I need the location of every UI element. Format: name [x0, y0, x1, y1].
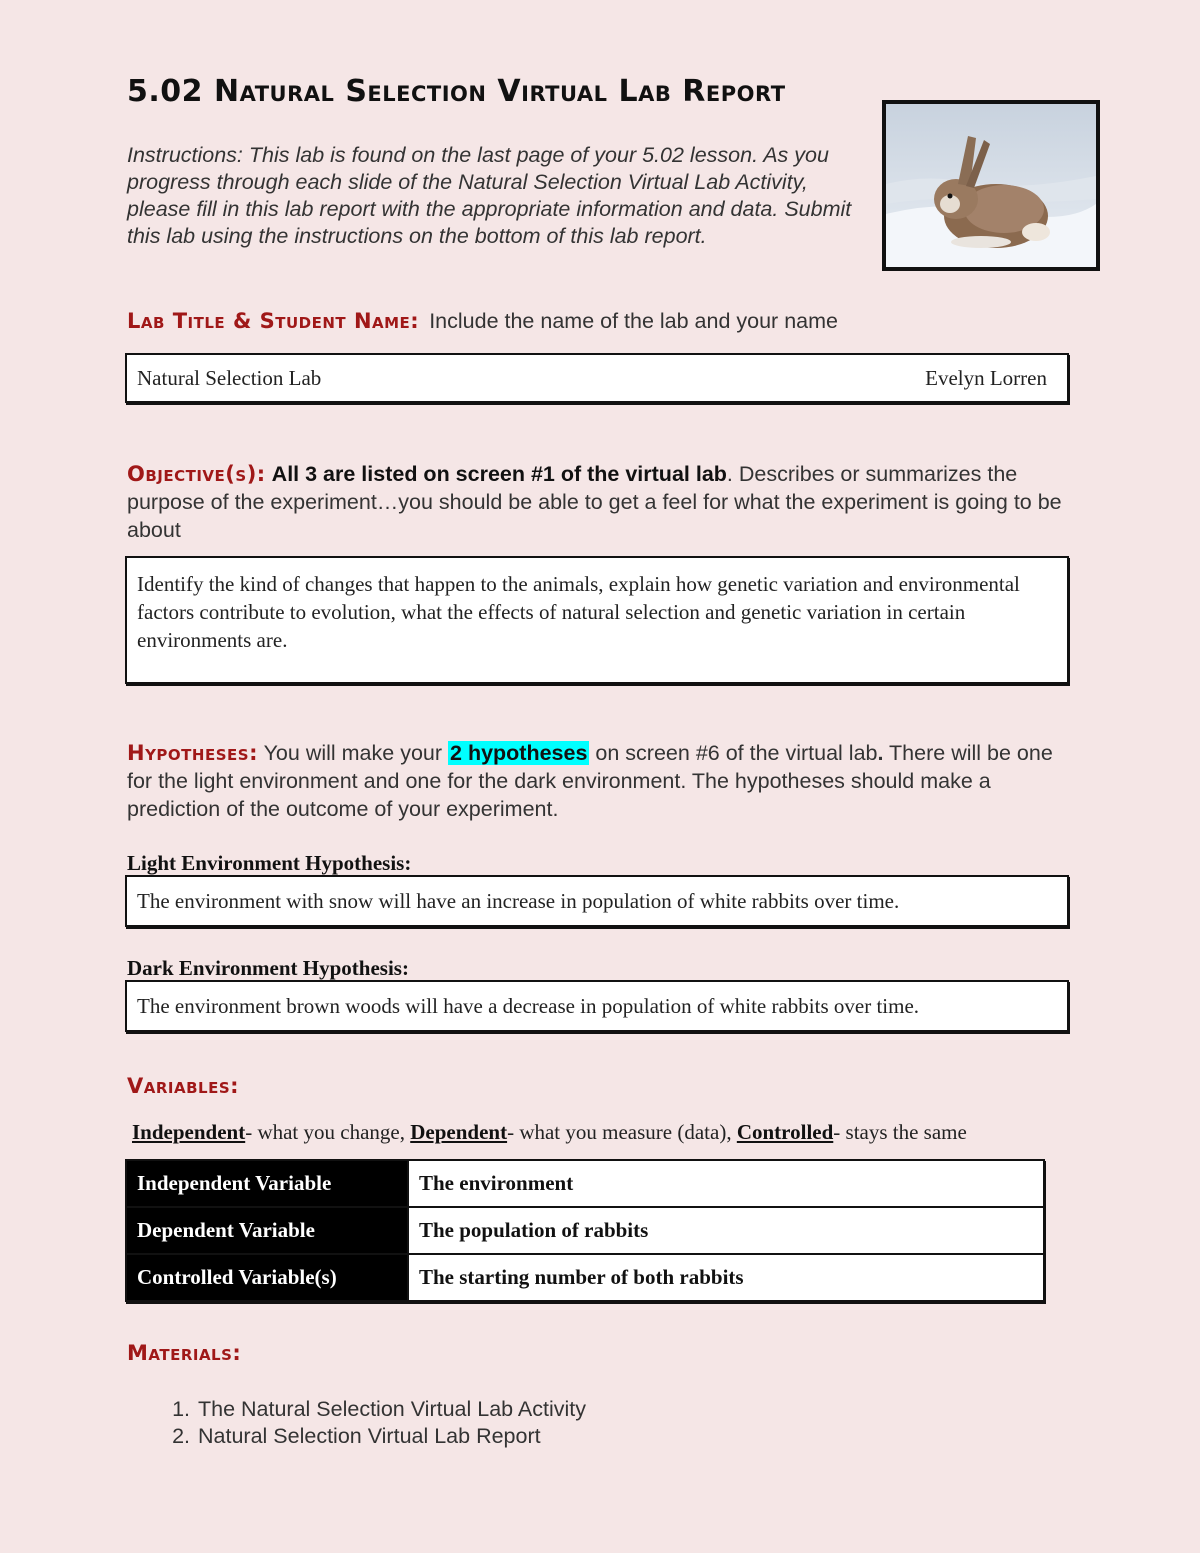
objectives-bold-note: All 3 are listed on screen #1 of the virtual lab	[271, 462, 727, 486]
lab-name-value: Natural Selection Lab	[137, 365, 322, 390]
student-name-value: Evelyn Lorren	[925, 365, 1047, 390]
objectives-note: . Describes or summarizes the purpose of the experiment…you should be able to get a feel for what the experiment is going to be about	[127, 462, 1062, 542]
independent-variable-value[interactable]: The environment	[408, 1160, 1044, 1207]
controlled-variable-label: Controlled Variable(s)	[126, 1254, 408, 1301]
dark-hypothesis-field[interactable]: The environment brown woods will have a decrease in population of white rabbits over time.	[125, 980, 1069, 1032]
controlled-variable-value[interactable]: The starting number of both rabbits	[408, 1254, 1044, 1301]
hypotheses-note-dot: .	[877, 741, 884, 765]
table-row	[126, 1254, 1044, 1301]
objectives-heading: Objective(s):	[127, 462, 266, 486]
materials-list	[140, 1396, 586, 1450]
lab-title-note: Include the name of the lab and your name	[429, 309, 838, 333]
controlled-term: Controlled	[736, 1120, 834, 1144]
variables-table	[125, 1159, 1045, 1302]
independent-desc: - what you change,	[245, 1120, 405, 1144]
rabbit-photo	[882, 100, 1100, 271]
list-item: 1. The Natural Selection Virtual Lab Activity	[196, 1396, 586, 1423]
dark-hypothesis-label: Dark Environment Hypothesis:	[127, 956, 409, 980]
light-hypothesis-label: Light Environment Hypothesis:	[127, 851, 412, 875]
table-row	[126, 1160, 1044, 1207]
materials-heading-line	[127, 1341, 241, 1366]
dependent-variable-label: Dependent Variable	[126, 1207, 408, 1254]
instructions-text: Instructions: This lab is found on the last page of your 5.02 lesson. As you progress through each slide of the Natural Selection Virtual Lab Activity, please fill in this lab report with the appropriate information and data. Submit this lab using the instructions on the bottom of this lab report.	[127, 143, 852, 248]
objectives-field[interactable]: Identify the kind of changes that happen to the animals, explain how genetic variation and environmental factors contribute to evolution, what the effects of natural selection and genetic variation in certain environments are.	[125, 556, 1069, 684]
page-title: 5.02 Natural Selection Virtual Lab Report	[127, 74, 786, 109]
table-row	[126, 1207, 1044, 1254]
independent-term: Independent	[132, 1120, 246, 1144]
independent-variable-label: Independent Variable	[126, 1160, 408, 1207]
hypotheses-note-a: You will make your	[263, 741, 443, 765]
hypotheses-intro	[127, 739, 1067, 823]
dependent-desc: - what you measure (data),	[507, 1120, 732, 1144]
objectives-intro	[127, 460, 1067, 544]
variables-heading: Variables:	[127, 1074, 240, 1098]
rabbit-image	[886, 104, 1096, 267]
dependent-variable-value[interactable]: The population of rabbits	[408, 1207, 1044, 1254]
hypotheses-note-c: There will be one for the light environment and one for the dark environment. The hypotheses should make a prediction of the outcome of your experiment.	[127, 741, 1053, 821]
hypotheses-highlight: 2 hypotheses	[450, 741, 588, 765]
lab-title-heading-line	[127, 309, 838, 334]
dependent-term: Dependent	[410, 1120, 508, 1144]
light-hypothesis-field[interactable]: The environment with snow will have an increase in population of white rabbits over time.	[125, 875, 1069, 927]
list-item: 2. Natural Selection Virtual Lab Report	[196, 1423, 586, 1450]
hypotheses-heading: Hypotheses:	[127, 741, 258, 765]
lab-name-field[interactable]	[125, 353, 1069, 403]
variables-legend	[132, 1120, 967, 1145]
lab-title-heading: Lab Title & Student Name:	[127, 309, 420, 333]
materials-heading: Materials:	[127, 1341, 242, 1365]
controlled-desc: - stays the same	[833, 1120, 967, 1144]
hypotheses-note-b: on screen #6 of the virtual lab	[595, 741, 878, 765]
variables-heading-line	[127, 1074, 239, 1099]
